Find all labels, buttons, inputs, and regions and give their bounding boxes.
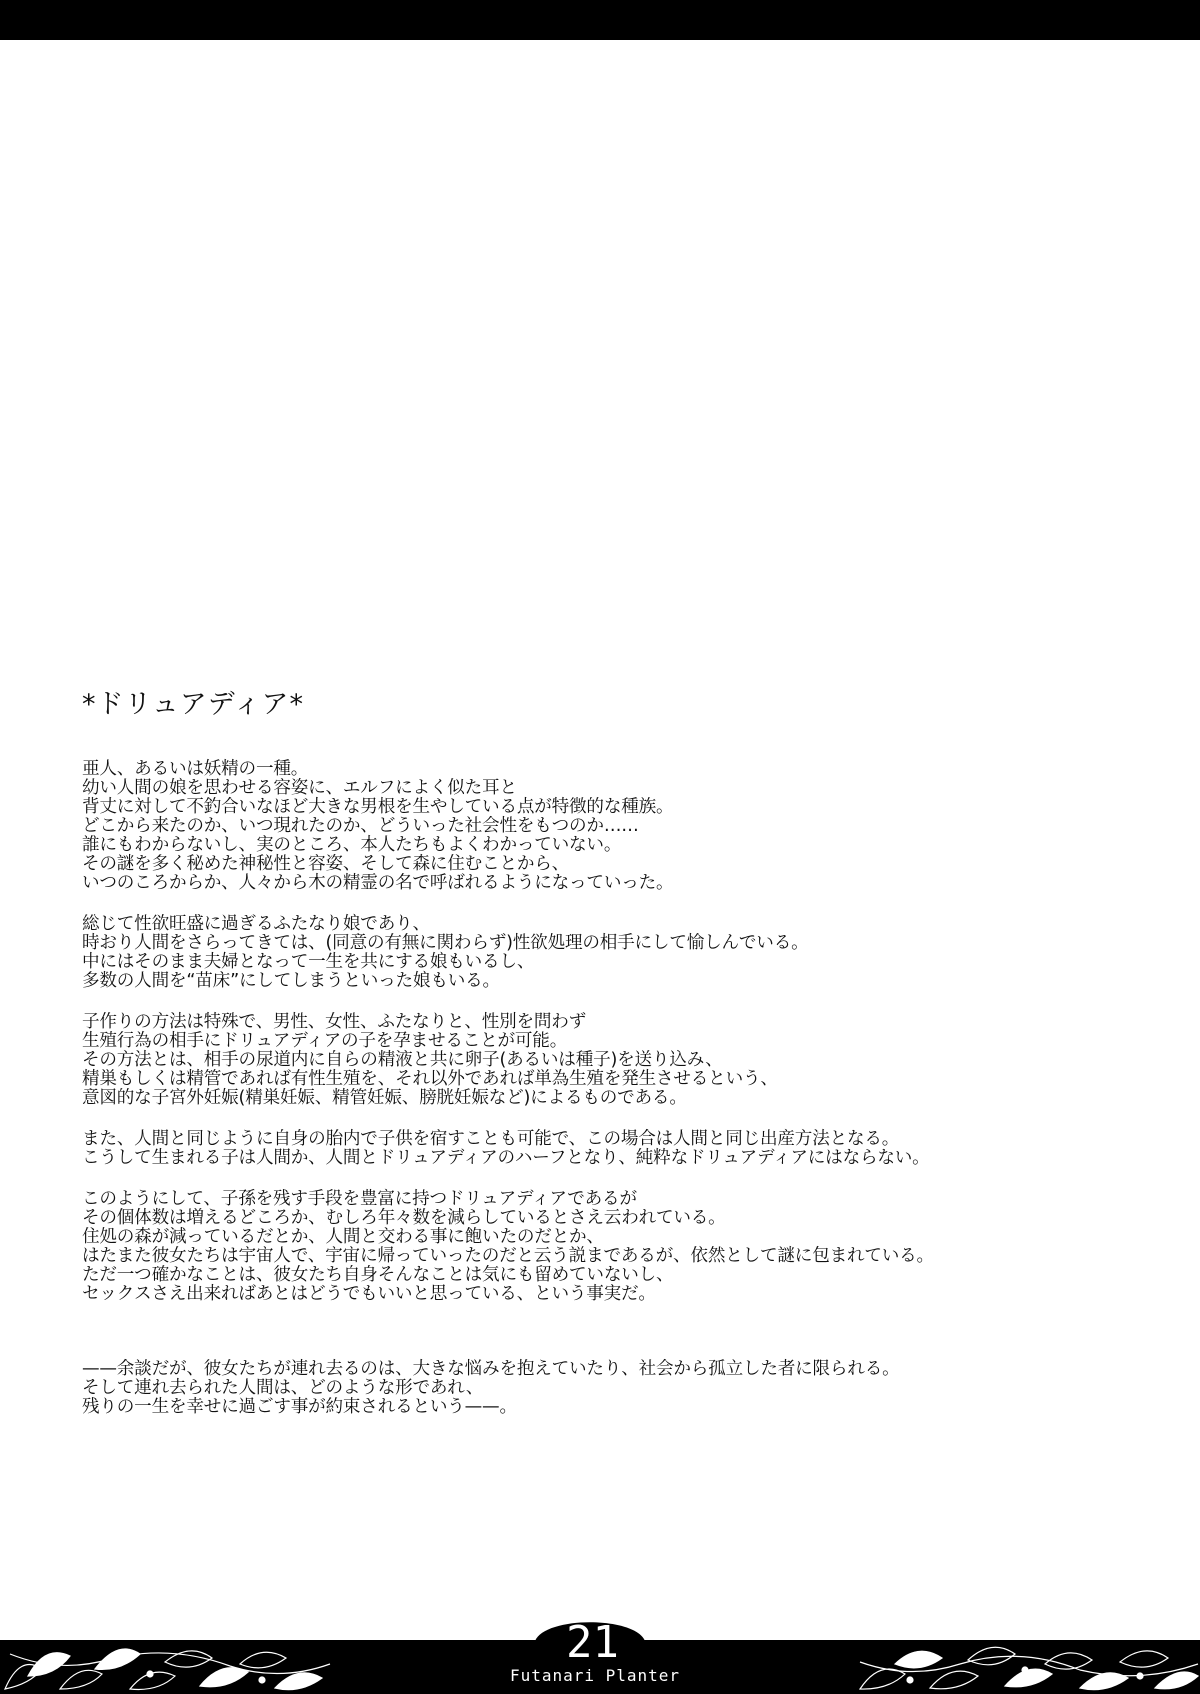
text-line: その個体数は増えるどころか、むしろ年々数を減らしているとさえ云われている。 xyxy=(82,1208,726,1228)
text-line: セックスさえ出来ればあとはどうでもいいと思っている、という事実だ。 xyxy=(82,1284,656,1304)
text-line: 総じて性欲旺盛に過ぎるふたなり娘であり、 xyxy=(82,914,430,934)
paragraph-3 xyxy=(82,1013,1162,1108)
text-line: 時おり人間をさらってきては、(同意の有無に関わらず)性欲処理の相手にして愉しんでいる。 xyxy=(82,933,809,953)
text-line: どこから来たのか、いつ現れたのか、どういった社会性をもつのか…… xyxy=(82,816,639,836)
text-line: いつのころからか、人々から木の精霊の名で呼ばれるようになっていった。 xyxy=(82,873,674,893)
text-line: その謎を多く秘めた神秘性と容姿、そして森に住むことから、 xyxy=(82,854,570,874)
text-line: 意図的な子宮外妊娠(精巣妊娠、精管妊娠、膀胱妊娠など)によるものである。 xyxy=(82,1088,687,1108)
paragraph-4 xyxy=(82,1130,1162,1168)
text-line: そして連れ去られた人間は、どのような形であれ、 xyxy=(82,1378,484,1398)
text-line: 亜人、あるいは妖精の一種。 xyxy=(82,759,309,779)
text-line: 背丈に対して不釣合いなほど大きな男根を生やしている点が特徴的な種族。 xyxy=(82,797,674,817)
text-line: 住処の森が減っているだとか、人間と交わる事に飽いたのだとか、 xyxy=(82,1227,604,1247)
text-line: 多数の人間を“苗床”にしてしまうといった娘もいる。 xyxy=(82,971,500,991)
article xyxy=(82,688,1162,1439)
text-line: 残りの一生を幸せに過ごす事が約束されるという——。 xyxy=(82,1397,517,1417)
text-line: 子作りの方法は特殊で、男性、女性、ふたなりと、性別を問わず xyxy=(82,1012,587,1032)
text-line: 幼い人間の娘を思わせる容姿に、エルフによく似た耳と xyxy=(82,778,517,798)
text-line: また、人間と同じように自身の胎内で子供を宿すことも可能で、この場合は人間と同じ出産方法となる。 xyxy=(82,1129,900,1149)
text-line: 精巣もしくは精管であれば有性生殖を、それ以外であれば単為生殖を発生させるという、 xyxy=(82,1069,778,1089)
book-title: Futanari Planter xyxy=(509,1666,681,1685)
text-line: ——余談だが、彼女たちが連れ去るのは、大きな悩みを抱えていたり、社会から孤立した者に限られる。 xyxy=(82,1359,900,1379)
article-title: *ドリュアディア* xyxy=(82,689,305,720)
top-black-bar xyxy=(0,0,1200,40)
text-line: 生殖行為の相手にドリュアディアの子を孕ませることが可能。 xyxy=(82,1031,568,1051)
text-line: 中にはそのまま夫婦となって一生を共にする娘もいるし、 xyxy=(82,952,535,972)
text-line: このようにして、子孫を残す手段を豊富に持つドリュアディアであるが xyxy=(82,1189,637,1209)
paragraph-2 xyxy=(82,915,1162,991)
epilogue-paragraph xyxy=(82,1360,1162,1417)
paragraph-1 xyxy=(82,760,1162,893)
text-line: その方法とは、相手の尿道内に自らの精液と共に卵子(あるいは種子)を送り込み、 xyxy=(82,1050,723,1070)
text-line: ただ一つ確かなことは、彼女たち自身そんなことは気にも留めていないし、 xyxy=(82,1265,674,1285)
text-line: こうして生まれる子は人間か、人間とドリュアディアのハーフとなり、純粋なドリュアディアにはならない。 xyxy=(82,1148,930,1168)
text-line: はたまた彼女たちは宇宙人で、宇宙に帰っていったのだと云う説まであるが、依然として謎に包まれている。 xyxy=(82,1246,934,1266)
page-number: 21 xyxy=(566,1617,619,1668)
text-line: 誰にもわからないし、実のところ、本人たちもよくわかっていない。 xyxy=(82,835,622,855)
paragraph-5 xyxy=(82,1190,1162,1304)
